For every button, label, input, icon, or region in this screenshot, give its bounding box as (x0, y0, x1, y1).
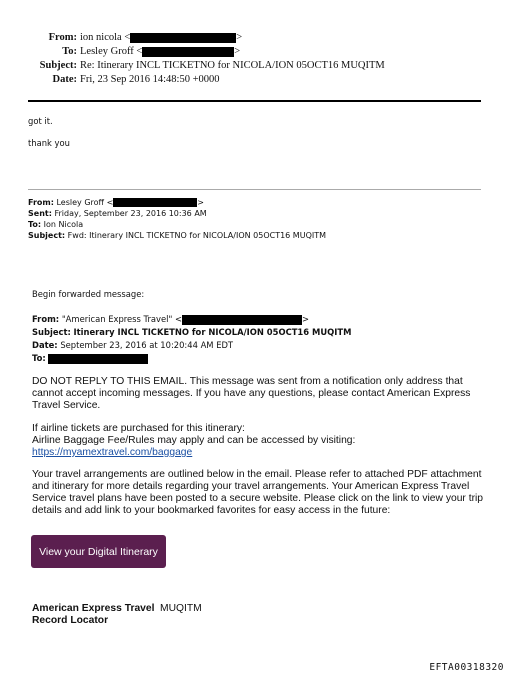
quoted-sent-label: Sent: (28, 209, 52, 218)
quoted-sent-row (28, 208, 207, 220)
quoted-from-label: From: (28, 198, 54, 207)
record-locator-value: MUQITM (160, 603, 202, 614)
arrangements-line-2: and itinerary for more details regarding your travel arrangements. Your American Express Travel (32, 481, 470, 492)
forwarded-date-row (32, 340, 233, 351)
forwarded-intro: Begin forwarded message: (32, 289, 145, 299)
header-to-row (0, 45, 240, 58)
baggage-link[interactable]: https://myamextravel.com/baggage (32, 447, 193, 458)
header-subject-value: Re: Itinerary INCL TICKETNO for NICOLA/ION 05OCT16 MUQITM (80, 60, 385, 71)
arrangements-line-1: Your travel arrangements are outlined below in the email. Please refer to attached PDF attachment (32, 469, 482, 480)
quoted-sent-value: Friday, September 23, 2016 10:36 AM (54, 209, 207, 218)
reply-line-1: got it. (28, 116, 53, 126)
header-to-value: Lesley Groff < (80, 46, 143, 57)
redaction-box (48, 354, 148, 364)
quoted-subject-row (28, 230, 326, 242)
forwarded-date-value: September 23, 2016 at 10:20:44 AM EDT (60, 340, 234, 350)
header-subject-row (0, 59, 385, 72)
header-divider (28, 100, 481, 102)
header-from-label: From: (48, 32, 77, 43)
close-bracket: > (302, 314, 310, 324)
redaction-box (182, 315, 302, 325)
quoted-subject-label: Subject: (28, 231, 66, 240)
notice-line-1: DO NOT REPLY TO THIS EMAIL. This message was sent from a notification only address that (32, 376, 463, 387)
record-locator-label-2: Record Locator (32, 615, 109, 626)
quoted-to-row (28, 219, 83, 231)
close-bracket: > (197, 198, 204, 207)
forwarded-to-label: To: (32, 353, 46, 363)
notice-line-3: Travel Service. (32, 400, 101, 411)
document-id: EFTA00318320 (429, 662, 504, 673)
header-date-label: Date: (52, 74, 77, 85)
redaction-box (142, 47, 234, 57)
quoted-to-label: To: (28, 220, 42, 229)
close-bracket: > (234, 46, 241, 57)
forwarded-from-row (32, 314, 309, 325)
forwarded-date-label: Date: (32, 340, 58, 350)
quoted-from-row (28, 197, 204, 209)
header-from-row (0, 31, 242, 44)
airline-line-1: If airline tickets are purchased for this itinerary: (32, 423, 245, 434)
airline-line-2: Airline Baggage Fee/Rules may apply and can be accessed by visiting: (32, 435, 356, 446)
header-from-value: ion nicola < (80, 32, 131, 43)
notice-line-2: cannot accept incoming messages. If you have any questions, please contact American Express (32, 388, 471, 399)
record-locator-label-1: American Express Travel (32, 603, 155, 614)
header-to-label: To: (62, 46, 77, 57)
arrangements-line-3: Service travel plans have been posted to a secure website. Please click on the link to view your trip (32, 493, 484, 504)
view-digital-itinerary-button[interactable]: View your Digital Itinerary (31, 535, 166, 568)
forwarded-subject-value: Itinerary INCL TICKETNO for NICOLA/ION 05OCT16 MUQITM (73, 327, 352, 337)
quote-divider (28, 189, 481, 190)
redaction-box (130, 33, 236, 43)
reply-line-2: thank you (28, 138, 70, 148)
forwarded-subject-label: Subject: (32, 327, 71, 337)
header-date-value: Fri, 23 Sep 2016 14:48:50 +0000 (80, 74, 220, 85)
forwarded-from-value: "American Express Travel" < (61, 314, 182, 324)
forwarded-from-label: From: (32, 314, 60, 324)
header-date-row (0, 73, 220, 86)
quoted-subject-value: Fwd: Itinerary INCL TICKETNO for NICOLA/ION 05OCT16 MUQITM (67, 231, 327, 240)
quoted-from-value: Lesley Groff < (56, 198, 114, 207)
close-bracket: > (236, 32, 243, 43)
quoted-to-value: Ion Nicola (43, 220, 84, 229)
forwarded-to-row (32, 353, 148, 364)
arrangements-line-4: details and add link to your bookmarked favorites for easy access in the future: (32, 505, 391, 516)
forwarded-subject-row (32, 327, 351, 338)
redaction-box (113, 198, 197, 207)
header-subject-label: Subject: (39, 60, 77, 71)
